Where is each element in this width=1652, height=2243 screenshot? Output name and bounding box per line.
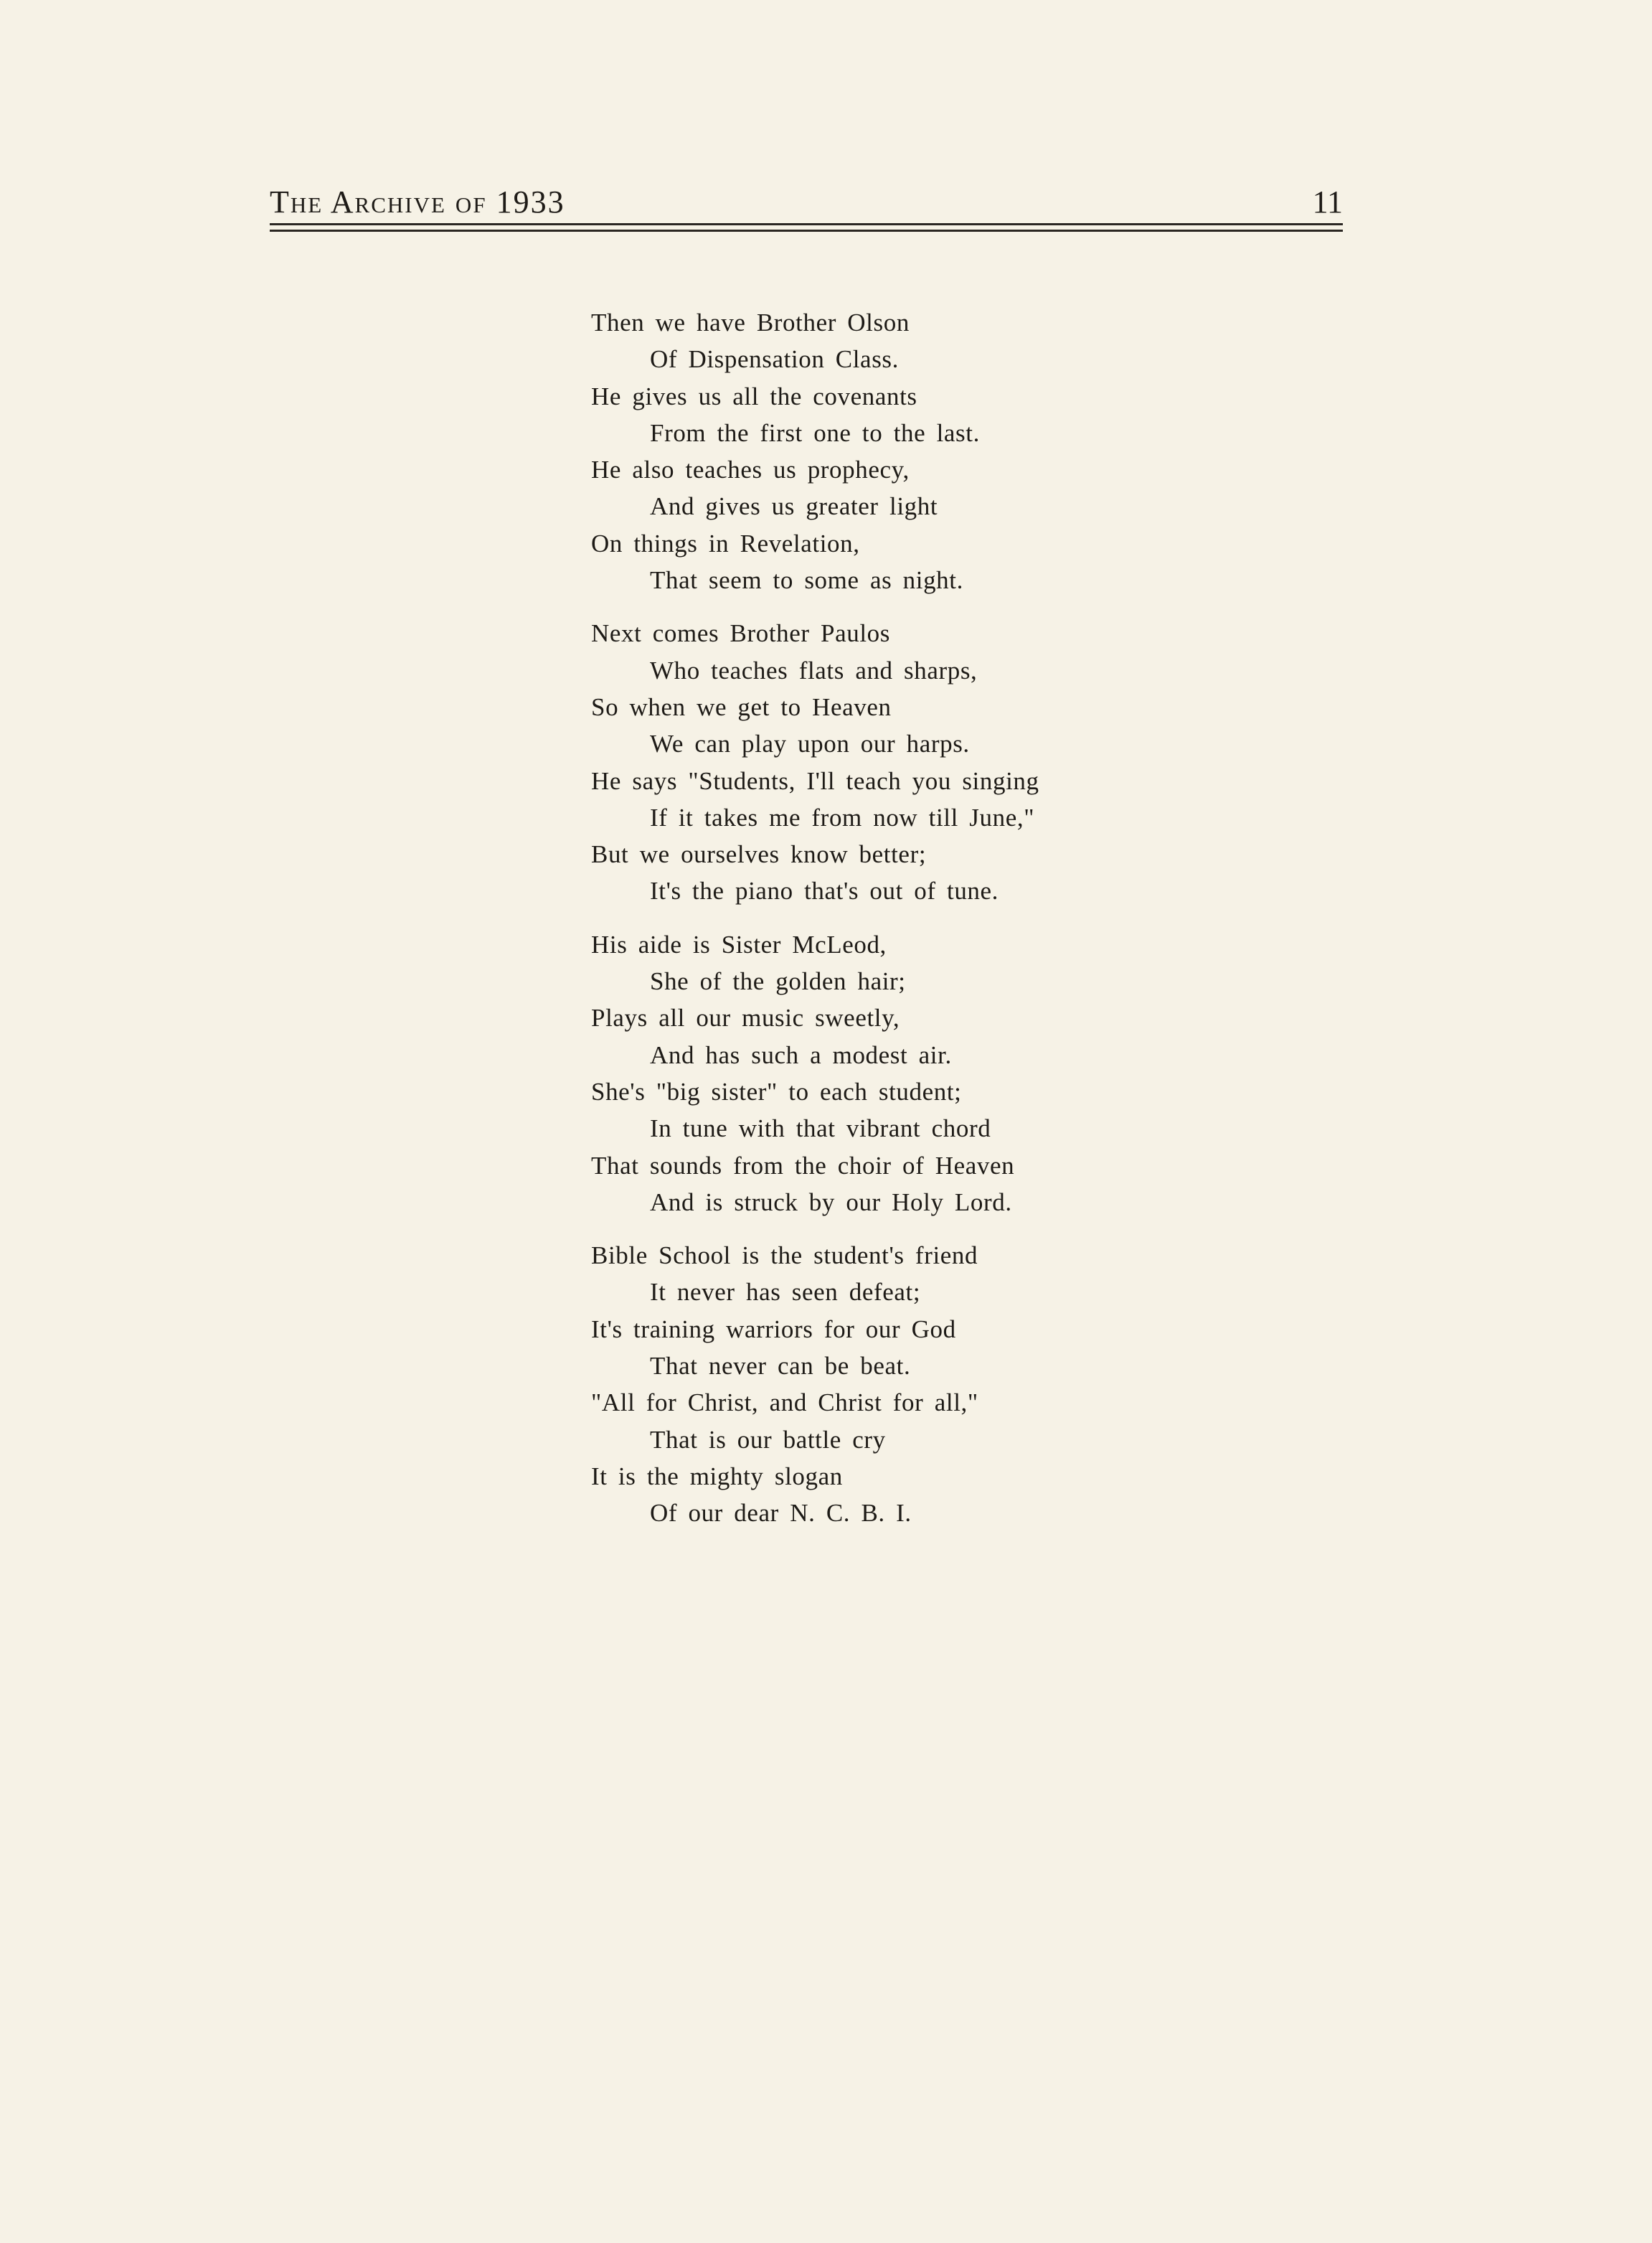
poem-line: It's the piano that's out of tune. <box>650 877 999 906</box>
poem-line: Of our dear N. C. B. I. <box>650 1499 912 1528</box>
poem-line: If it takes me from now till June," <box>650 803 1035 832</box>
poem-line: Next comes Brother Paulos <box>591 619 890 648</box>
poem-line: Bible School is the student's friend <box>591 1241 978 1270</box>
running-title: The Archive of 1933 <box>270 184 565 220</box>
poem-line: On things in Revelation, <box>591 529 860 558</box>
poem-line: So when we get to Heaven <box>591 692 892 721</box>
poem-line: It never has seen defeat; <box>650 1278 921 1307</box>
poem-line: That is our battle cry <box>650 1425 886 1454</box>
poem-line: She's "big sister" to each student; <box>591 1077 962 1106</box>
header-rule-top <box>270 223 1343 225</box>
poem-line: She of the golden hair; <box>650 967 906 996</box>
header-rule-bottom <box>270 230 1343 232</box>
stanza-4 <box>591 1237 1237 1531</box>
stanza-1 <box>591 304 1237 598</box>
stanza-3 <box>591 926 1237 1221</box>
poem-line: Of Dispensation Class. <box>650 345 899 374</box>
running-header <box>270 184 1343 221</box>
poem-line: From the first one to the last. <box>650 418 980 447</box>
poem-line: "All for Christ, and Christ for all," <box>591 1388 978 1417</box>
poem-line: It's training warriors for our God <box>591 1315 956 1343</box>
poem-line: In tune with that vibrant chord <box>650 1114 991 1143</box>
poem-line: That sounds from the choir of Heaven <box>591 1151 1015 1180</box>
poem-line: Plays all our music sweetly, <box>591 1004 900 1033</box>
poem-line: We can play upon our harps. <box>650 730 970 758</box>
poem-line: Then we have Brother Olson <box>591 309 910 337</box>
poem-line: And has such a modest air. <box>650 1040 952 1069</box>
poem-line: Who teaches flats and sharps, <box>650 656 978 685</box>
poem-line: His aide is Sister McLeod, <box>591 930 887 959</box>
poem-line: And gives us greater light <box>650 492 938 521</box>
poem-line: He also teaches us prophecy, <box>591 456 910 484</box>
poem-line: It is the mighty slogan <box>591 1462 843 1490</box>
poem-line: That seem to some as night. <box>650 566 963 595</box>
poem-line: That never can be beat. <box>650 1352 911 1381</box>
poem-line: He says "Students, I'll teach you singing <box>591 766 1039 795</box>
poem-line: And is struck by our Holy Lord. <box>650 1188 1012 1216</box>
stanza-2 <box>591 615 1237 909</box>
poem-line: He gives us all the covenants <box>591 382 917 410</box>
page-number: 11 <box>1312 184 1343 220</box>
poem-line: But we ourselves know better; <box>591 840 927 869</box>
poem <box>591 304 1237 1548</box>
